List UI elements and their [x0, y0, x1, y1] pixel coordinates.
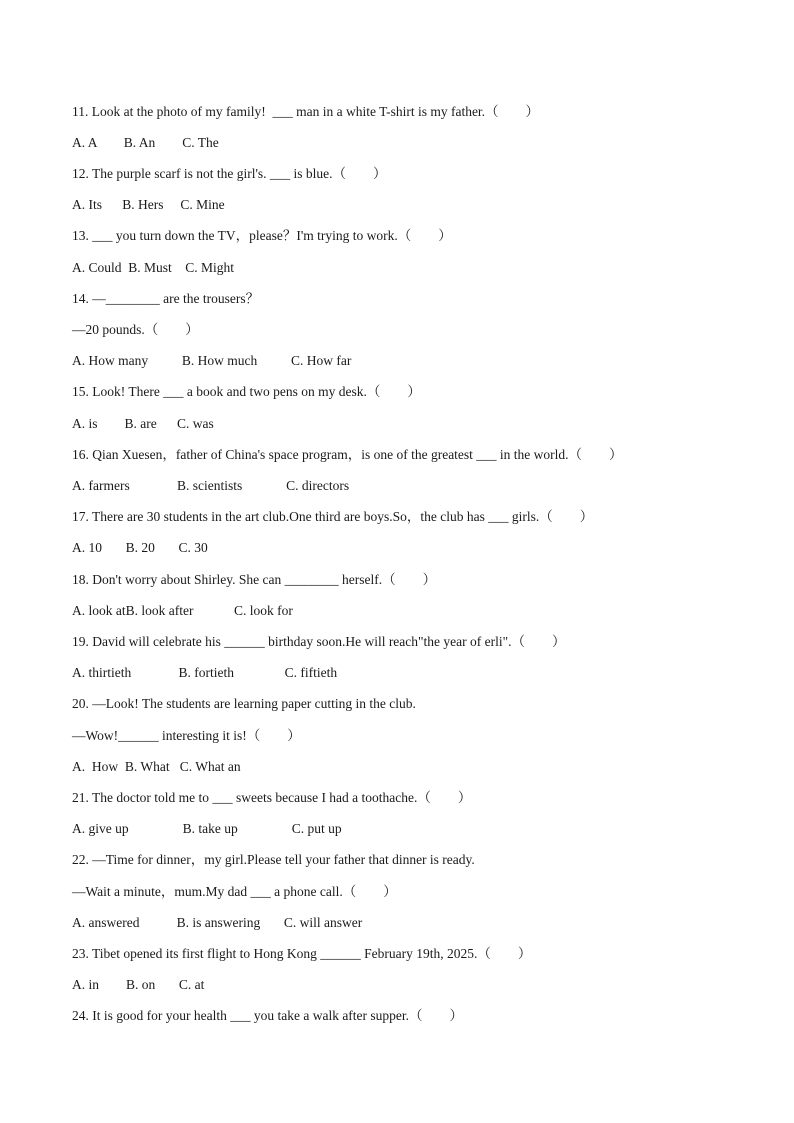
question-20-stem-2: —Wow!______ interesting it is!（ ） [72, 728, 301, 743]
question-22-options: A. answered B. is answering C. will answer [72, 915, 363, 930]
question-18-options: A. look atB. look after C. look for [72, 603, 293, 618]
question-23-options: A. in B. on C. at [72, 977, 205, 992]
question-21-options: A. give up B. take up C. put up [72, 821, 342, 836]
question-13-options: A. Could B. Must C. Might [72, 260, 235, 275]
question-20-stem: 20. —Look! The students are learning paper cutting in the club. [72, 696, 416, 711]
question-17-options: A. 10 B. 20 C. 30 [72, 540, 208, 555]
question-23-stem: 23. Tibet opened its first flight to Hong Kong ______ February 19th, 2025.（ ） [72, 946, 532, 961]
question-13-stem: 13. ___ you turn down the TV，please？I'm trying to work.（ ） [72, 228, 452, 243]
question-20-options: A. How B. What C. What an [72, 759, 241, 774]
question-22-stem: 22. —Time for dinner，my girl.Please tell your father that dinner is ready. [72, 852, 475, 867]
question-15-options: A. is B. are C. was [72, 416, 214, 431]
question-19-options: A. thirtieth B. fortieth C. fiftieth [72, 665, 338, 680]
question-19-stem: 19. David will celebrate his ______ birthday soon.He will reach"the year of erli".（ ） [72, 634, 566, 649]
question-11-options: A. A B. An C. The [72, 135, 219, 150]
question-12-stem: 12. The purple scarf is not the girl's. ___ is blue.（ ） [72, 166, 387, 181]
question-11-stem: 11. Look at the photo of my family! ___ man in a white T-shirt is my father.（ ） [72, 104, 540, 119]
question-14-options: A. How many B. How much C. How far [72, 353, 352, 368]
question-14-stem: 14. —________ are the trousers？ [72, 291, 260, 306]
question-16-stem: 16. Qian Xuesen，father of China's space program，is one of the greatest ___ in the world.（ ） [72, 447, 623, 462]
question-16-options: A. farmers B. scientists C. directors [72, 478, 350, 493]
question-21-stem: 21. The doctor told me to ___ sweets because I had a toothache.（ ） [72, 790, 472, 805]
question-17-stem: 17. There are 30 students in the art club.One third are boys.So，the club has ___ girls.（ ） [72, 509, 594, 524]
question-22-stem-2: —Wait a minute，mum.My dad ___ a phone call.（ ） [72, 884, 397, 899]
question-15-stem: 15. Look! There ___ a book and two pens on my desk.（ ） [72, 384, 421, 399]
question-12-options: A. Its B. Hers C. Mine [72, 197, 225, 212]
question-24-stem: 24. It is good for your health ___ you take a walk after supper.（ ） [72, 1008, 464, 1023]
question-18-stem: 18. Don't worry about Shirley. She can ________ herself.（ ） [72, 572, 437, 587]
question-14-stem-2: —20 pounds.（ ） [72, 322, 199, 337]
